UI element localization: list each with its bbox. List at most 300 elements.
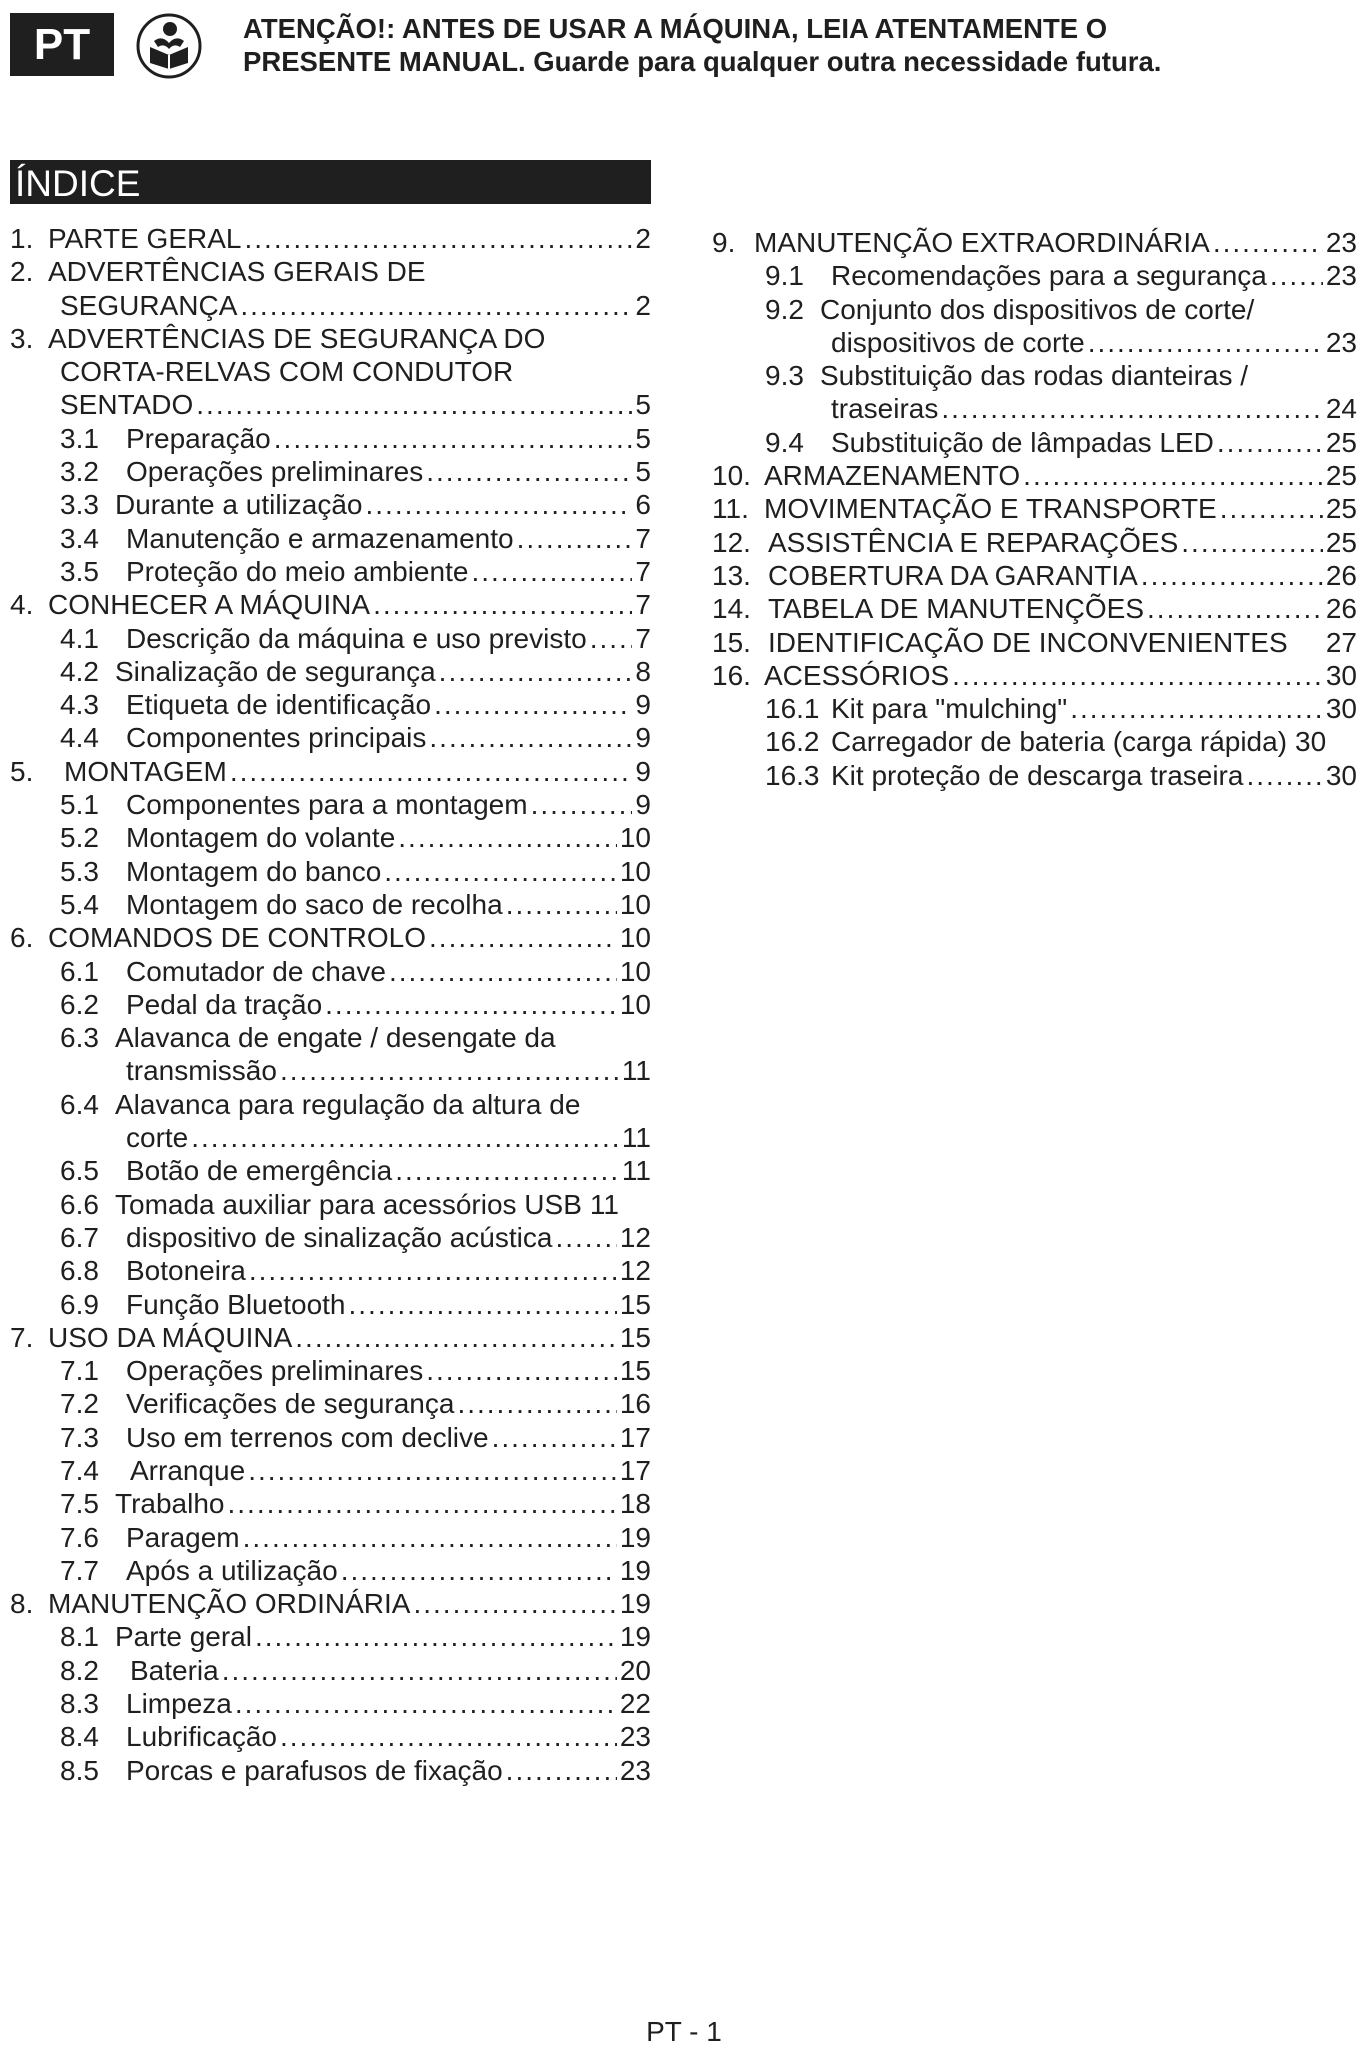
toc-page: 10 (619, 922, 651, 954)
toc-page: 15 (619, 1355, 651, 1387)
toc-title: ACESSÓRIOS (764, 659, 950, 691)
toc-title: ADVERTÊNCIAS DE SEGURANÇA DO (48, 322, 546, 354)
dot-leader (389, 955, 617, 988)
toc-number: 9.2 (765, 293, 804, 325)
toc-entry (10, 688, 651, 721)
toc-page: 20 (619, 1654, 651, 1686)
dot-leader (952, 659, 1323, 692)
dot-leader (398, 821, 617, 854)
toc-title: Operações preliminares (126, 1355, 424, 1387)
toc-title: Alavanca de engate / desengate da (115, 1022, 556, 1054)
toc-title-continuation: traseiras (831, 393, 939, 425)
toc-title: ADVERTÊNCIAS GERAIS DE (48, 256, 426, 288)
toc-entry (10, 522, 651, 555)
toc-title: Substituição de lâmpadas LED (831, 426, 1214, 458)
toc-entry (712, 492, 1357, 525)
toc-page: 23 (1325, 260, 1357, 292)
toc-number: 4.3 (60, 689, 99, 721)
toc-number: 6.2 (60, 988, 99, 1020)
dot-leader (280, 1054, 619, 1087)
toc-entry (10, 1088, 651, 1121)
toc-entry-continuation (712, 326, 1357, 359)
dot-leader (1070, 692, 1323, 725)
toc-entry (10, 1620, 651, 1653)
toc-page: 2 (635, 289, 651, 321)
dot-leader (240, 289, 632, 322)
toc-number: 4. (10, 589, 34, 621)
dot-leader (373, 588, 632, 621)
toc-page: 7 (635, 622, 651, 654)
toc-entry (10, 322, 651, 355)
toc-entry (712, 526, 1357, 559)
toc-entry (10, 755, 651, 788)
toc-title: Etiqueta de identificação (126, 689, 432, 721)
toc-title: Tomada auxiliar para acessórios USB (115, 1188, 582, 1220)
toc-page: 11 (621, 1055, 651, 1087)
toc-title-continuation: dispositivos de corte (831, 326, 1085, 358)
toc-page: 17 (619, 1421, 651, 1453)
toc-title: Kit para "mulching" (831, 693, 1068, 725)
toc-page: 8 (635, 655, 651, 687)
toc-title: Após a utilização (126, 1554, 338, 1586)
toc-title: dispositivo de sinalização acústica (126, 1221, 553, 1253)
dot-leader (230, 755, 633, 788)
toc-entry (10, 1254, 651, 1287)
toc-page: 10 (619, 988, 651, 1020)
toc-entry (10, 1354, 651, 1387)
toc-number: 7.4 (60, 1454, 99, 1486)
toc-page: 23 (1325, 227, 1357, 258)
toc-title: TABELA DE MANUTENÇÕES (768, 593, 1145, 625)
dot-leader (426, 1354, 617, 1387)
toc-page: 9 (635, 755, 651, 787)
toc-number: 8.2 (60, 1654, 99, 1686)
toc-page: 10 (619, 855, 651, 887)
toc-number: 7.6 (60, 1521, 99, 1553)
toc-title: Botoneira (126, 1255, 246, 1287)
toc-entry (712, 626, 1357, 659)
toc-number: 5.2 (60, 822, 99, 854)
toc-entry (10, 1521, 651, 1554)
toc-number: 6.3 (60, 1022, 99, 1054)
toc-page: 5 (635, 422, 651, 454)
toc-entry-continuation (712, 392, 1357, 425)
toc-title: Montagem do saco de recolha (126, 888, 503, 920)
toc-title-continuation: SENTADO (60, 389, 194, 421)
toc-title: COMANDOS DE CONTROLO (48, 922, 427, 954)
toc-page: 24 (1325, 393, 1357, 425)
toc-number: 5. (10, 755, 34, 787)
toc-page: 19 (619, 1588, 651, 1620)
toc-page: 5 (635, 456, 651, 488)
toc-page: 18 (619, 1488, 651, 1520)
toc-entry (10, 422, 651, 455)
dot-leader (196, 388, 632, 421)
toc-number: 9.3 (765, 360, 804, 392)
toc-entry-continuation (10, 388, 651, 421)
warning-line-1: ATENÇÃO!: ANTES DE USAR A MÁQUINA, LEIA ATENTAMENTE O (243, 13, 1108, 44)
dot-leader (274, 422, 633, 455)
dot-leader (191, 1121, 619, 1154)
toc-title: Lubrificação (126, 1721, 277, 1753)
dot-leader (426, 455, 632, 488)
toc-title-continuation: transmissão (126, 1055, 277, 1087)
toc-entry (712, 725, 1357, 758)
toc-title: Paragem (126, 1521, 240, 1553)
toc-number: 7.5 (60, 1488, 99, 1520)
toc-entry (10, 1720, 651, 1753)
toc-title: Arranque (130, 1454, 246, 1486)
dot-leader (235, 1687, 617, 1720)
dot-leader (325, 988, 617, 1021)
toc-number: 4.4 (60, 722, 99, 754)
read-manual-icon (136, 13, 202, 79)
dot-leader (471, 555, 632, 588)
toc-entry (10, 821, 651, 854)
toc-page: 7 (635, 522, 651, 554)
toc-title: MONTAGEM (64, 755, 227, 787)
toc-entry (10, 1387, 651, 1420)
dot-leader (506, 1754, 617, 1787)
toc-entry (10, 622, 651, 655)
toc-page: 19 (619, 1554, 651, 1586)
dot-leader (457, 1387, 616, 1420)
dot-leader (248, 1454, 617, 1487)
toc-entry (10, 1687, 651, 1720)
toc-entry (712, 592, 1357, 625)
dot-leader (255, 1620, 617, 1653)
page-number: PT - 1 (646, 2016, 722, 2047)
dot-leader (1147, 592, 1323, 625)
toc-page: 26 (1325, 559, 1357, 591)
toc-title: MANUTENÇÃO ORDINÁRIA (48, 1588, 411, 1620)
toc-number: 5.4 (60, 888, 99, 920)
toc-entry (10, 955, 651, 988)
toc-title: ARMAZENAMENTO (764, 460, 1021, 492)
toc-page: 17 (619, 1454, 651, 1486)
toc-title: Bateria (130, 1654, 219, 1686)
toc-number: 3.1 (60, 422, 99, 454)
toc-number: 6.5 (60, 1155, 99, 1187)
toc-title: MOVIMENTAÇÃO E TRANSPORTE (764, 493, 1217, 525)
toc-title: Montagem do banco (126, 855, 382, 887)
toc-entry (10, 988, 651, 1021)
toc-title: Descrição da máquina e uso previsto (126, 622, 587, 654)
dot-leader (429, 721, 632, 754)
toc-number: 4.1 (60, 622, 99, 654)
toc-number: 3.2 (60, 456, 99, 488)
dot-leader (244, 222, 632, 255)
toc-number: 11. (712, 493, 749, 525)
toc-page: 10 (619, 822, 651, 854)
toc-entry (10, 1454, 651, 1487)
toc-page: 5 (635, 389, 651, 421)
toc-title: USO DA MÁQUINA (48, 1321, 293, 1353)
dot-leader (227, 1487, 616, 1520)
dot-leader (384, 855, 617, 888)
toc-entry (712, 692, 1357, 725)
toc-title: Preparação (126, 422, 271, 454)
index-title: ÍNDICE (10, 160, 651, 204)
toc-right-column (712, 226, 1357, 792)
dot-leader (243, 1521, 617, 1554)
toc-title-continuation: SEGURANÇA (60, 289, 238, 321)
dot-leader (429, 921, 617, 954)
toc-page: 6 (635, 489, 651, 521)
toc-page: 25 (1325, 493, 1357, 525)
dot-leader (555, 1221, 616, 1254)
toc-entry (10, 855, 651, 888)
toc-title: Função Bluetooth (126, 1288, 346, 1320)
toc-entry (712, 759, 1357, 792)
toc-page: 26 (1325, 593, 1357, 625)
toc-page: 30 (1325, 659, 1357, 691)
dot-leader (1220, 492, 1323, 525)
toc-entry (10, 1754, 651, 1787)
toc-page: 9 (635, 789, 651, 821)
dot-leader (295, 1321, 617, 1354)
dot-leader (590, 622, 633, 655)
toc-entry (10, 888, 651, 921)
toc-number: 5.1 (60, 789, 99, 821)
toc-number: 7.1 (60, 1355, 99, 1387)
toc-title: MANUTENÇÃO EXTRAORDINÁRIA (754, 227, 1210, 258)
toc-title: ASSISTÊNCIA E REPARAÇÕES (768, 526, 1179, 558)
warning-line-2: PRESENTE MANUAL. Guarde para qualquer outra necessidade futura. (243, 46, 1162, 77)
toc-page: 2 (635, 223, 651, 254)
toc-page: 25 (1325, 426, 1357, 458)
toc-entry (712, 659, 1357, 692)
toc-number: 2. (10, 256, 34, 288)
toc-page: 27 (1325, 626, 1357, 658)
toc-entry-continuation (10, 1054, 651, 1087)
toc-title: Componentes principais (126, 722, 427, 754)
toc-number: 4.2 (60, 655, 99, 687)
toc-title: Componentes para a montagem (126, 789, 528, 821)
toc-entry (10, 1188, 651, 1221)
toc-number: 7.2 (60, 1388, 99, 1420)
toc-number: 3. (10, 322, 34, 354)
toc-title: Porcas e parafusos de fixação (126, 1754, 503, 1786)
toc-page: 11 (621, 1155, 651, 1187)
toc-number: 7.3 (60, 1421, 99, 1453)
toc-entry (10, 1421, 651, 1454)
toc-entry (712, 559, 1357, 592)
toc-number: 9.1 (765, 260, 804, 292)
toc-number: 6.6 (60, 1188, 99, 1220)
toc-title: Kit proteção de descarga traseira (831, 759, 1244, 791)
toc-page: 23 (619, 1754, 651, 1786)
toc-number: 9.4 (765, 426, 804, 458)
toc-title: Durante a utilização (115, 489, 363, 521)
toc-entry (10, 455, 651, 488)
toc-title: PARTE GERAL (48, 223, 242, 254)
toc-entry (712, 426, 1357, 459)
toc-entry (10, 1021, 651, 1054)
toc-title: Substituição das rodas dianteiras / (820, 360, 1249, 392)
toc-number: 6. (10, 922, 34, 954)
toc-number: 16. (712, 659, 751, 691)
toc-page: 15 (619, 1288, 651, 1320)
dot-leader (492, 1421, 617, 1454)
language-badge: PT (10, 13, 114, 76)
toc-number: 3.3 (60, 489, 99, 521)
dot-leader (531, 788, 633, 821)
toc-number: 13. (712, 559, 751, 591)
toc-entry (712, 293, 1357, 326)
toc-title: COBERTURA DA GARANTIA (768, 559, 1138, 591)
toc-entry (10, 921, 651, 954)
toc-page: 10 (619, 888, 651, 920)
toc-title: Verificações de segurança (126, 1388, 455, 1420)
toc-title: Pedal da tração (126, 988, 323, 1020)
toc-number: 6.4 (60, 1088, 99, 1120)
toc-page: 30 (1325, 693, 1357, 725)
toc-entry (10, 1654, 651, 1687)
toc-entry (712, 359, 1357, 392)
dot-leader (1270, 259, 1323, 292)
toc-page: 12 (619, 1221, 651, 1253)
dot-leader (1181, 526, 1323, 559)
toc-page: 19 (619, 1621, 651, 1653)
toc-page: 16 (619, 1388, 651, 1420)
toc-title: Sinalização de segurança (115, 655, 436, 687)
toc-entry (10, 1587, 651, 1620)
toc-page: 23 (1325, 326, 1357, 358)
dot-leader (341, 1554, 617, 1587)
dot-leader (222, 1654, 617, 1687)
toc-entry (10, 588, 651, 621)
toc-entry (712, 226, 1357, 259)
toc-entry (712, 459, 1357, 492)
toc-entry-continuation (10, 1121, 651, 1154)
toc-page: 25 (1325, 460, 1357, 492)
toc-title: Botão de emergência (126, 1155, 393, 1187)
toc-number: 3.5 (60, 555, 99, 587)
toc-number: 5.3 (60, 855, 99, 887)
toc-title: Trabalho (115, 1488, 225, 1520)
dot-leader (1217, 426, 1323, 459)
toc-number: 15. (712, 626, 751, 658)
toc-left-column (10, 222, 651, 1787)
toc-number: 6.8 (60, 1255, 99, 1287)
toc-entry (10, 1221, 651, 1254)
toc-entry (10, 1288, 651, 1321)
toc-entry-continuation (10, 355, 651, 388)
dot-leader (941, 392, 1322, 425)
toc-number: 6.1 (60, 955, 99, 987)
toc-entry (712, 259, 1357, 292)
dot-leader (517, 522, 633, 555)
toc-title: Uso em terrenos com declive (126, 1421, 489, 1453)
toc-title: Recomendações para a segurança (831, 260, 1267, 292)
toc-number: 8. (10, 1588, 34, 1620)
warning-notice (243, 12, 1323, 78)
toc-title: Conjunto dos dispositivos de corte/ (820, 293, 1255, 325)
toc-page: 7 (635, 555, 651, 587)
dot-leader (1023, 459, 1323, 492)
toc-title: Carregador de bateria (carga rápida) (831, 726, 1288, 758)
toc-entry-continuation (10, 289, 651, 322)
toc-page: 23 (619, 1721, 651, 1753)
toc-number: 16.1 (765, 693, 820, 725)
toc-title: Manutenção e armazenamento (126, 522, 514, 554)
toc-number: 1. (10, 223, 34, 254)
toc-page: 9 (635, 722, 651, 754)
dot-leader (434, 688, 632, 721)
toc-entry (10, 655, 651, 688)
toc-title: IDENTIFICAÇÃO DE INCONVENIENTES (768, 626, 1288, 658)
toc-number: 16.2 (765, 726, 820, 758)
toc-title: Limpeza (126, 1688, 232, 1720)
toc-page: 19 (619, 1521, 651, 1553)
dot-leader (395, 1154, 619, 1187)
toc-title: CONHECER A MÁQUINA (48, 589, 371, 621)
dot-leader (1213, 226, 1323, 259)
dot-leader (506, 888, 617, 921)
dot-leader (365, 488, 632, 521)
toc-page: 9 (635, 689, 651, 721)
dot-leader (1246, 759, 1322, 792)
toc-number: 8.1 (60, 1621, 99, 1653)
toc-number: 6.7 (60, 1221, 99, 1253)
toc-page: 25 (1325, 526, 1357, 558)
toc-page: 7 (635, 589, 651, 621)
toc-title: Alavanca para regulação da altura de (115, 1088, 581, 1120)
toc-entry (10, 255, 651, 288)
toc-number: 9. (712, 227, 736, 258)
toc-page: 15 (619, 1321, 651, 1353)
toc-entry (10, 721, 651, 754)
toc-number: 16.3 (765, 759, 820, 791)
toc-page: 10 (619, 955, 651, 987)
toc-number: 10. (712, 460, 751, 492)
toc-page: 22 (619, 1688, 651, 1720)
toc-page: 11 (621, 1122, 651, 1154)
toc-entry (10, 1487, 651, 1520)
toc-number: 8.5 (60, 1754, 99, 1786)
toc-page: 30 (1325, 759, 1357, 791)
toc-number: 8.4 (60, 1721, 99, 1753)
dot-leader (349, 1288, 617, 1321)
toc-entry (10, 788, 651, 821)
toc-title: Operações preliminares (126, 456, 424, 488)
dot-leader (413, 1587, 616, 1620)
toc-entry (10, 1554, 651, 1587)
toc-number: 3.4 (60, 522, 99, 554)
toc-number: 8.3 (60, 1688, 99, 1720)
toc-number: 7. (10, 1321, 34, 1353)
toc-number: 6.9 (60, 1288, 99, 1320)
dot-leader (439, 655, 633, 688)
toc-title: Parte geral (115, 1621, 252, 1653)
toc-title: Comutador de chave (126, 955, 386, 987)
toc-page: 11 (589, 1188, 619, 1220)
toc-title: Proteção do meio ambiente (126, 555, 469, 587)
toc-title-continuation: CORTA-RELVAS COM CONDUTOR (60, 356, 514, 388)
toc-title-continuation: corte (126, 1122, 189, 1154)
dot-leader (280, 1720, 617, 1753)
toc-page: 12 (619, 1255, 651, 1287)
dot-leader (249, 1254, 617, 1287)
dot-leader (1088, 326, 1323, 359)
toc-number: 14. (712, 593, 751, 625)
toc-entry (10, 488, 651, 521)
toc-entry (10, 1154, 651, 1187)
dot-leader (1141, 559, 1323, 592)
toc-entry (10, 555, 651, 588)
toc-number: 12. (712, 526, 751, 558)
